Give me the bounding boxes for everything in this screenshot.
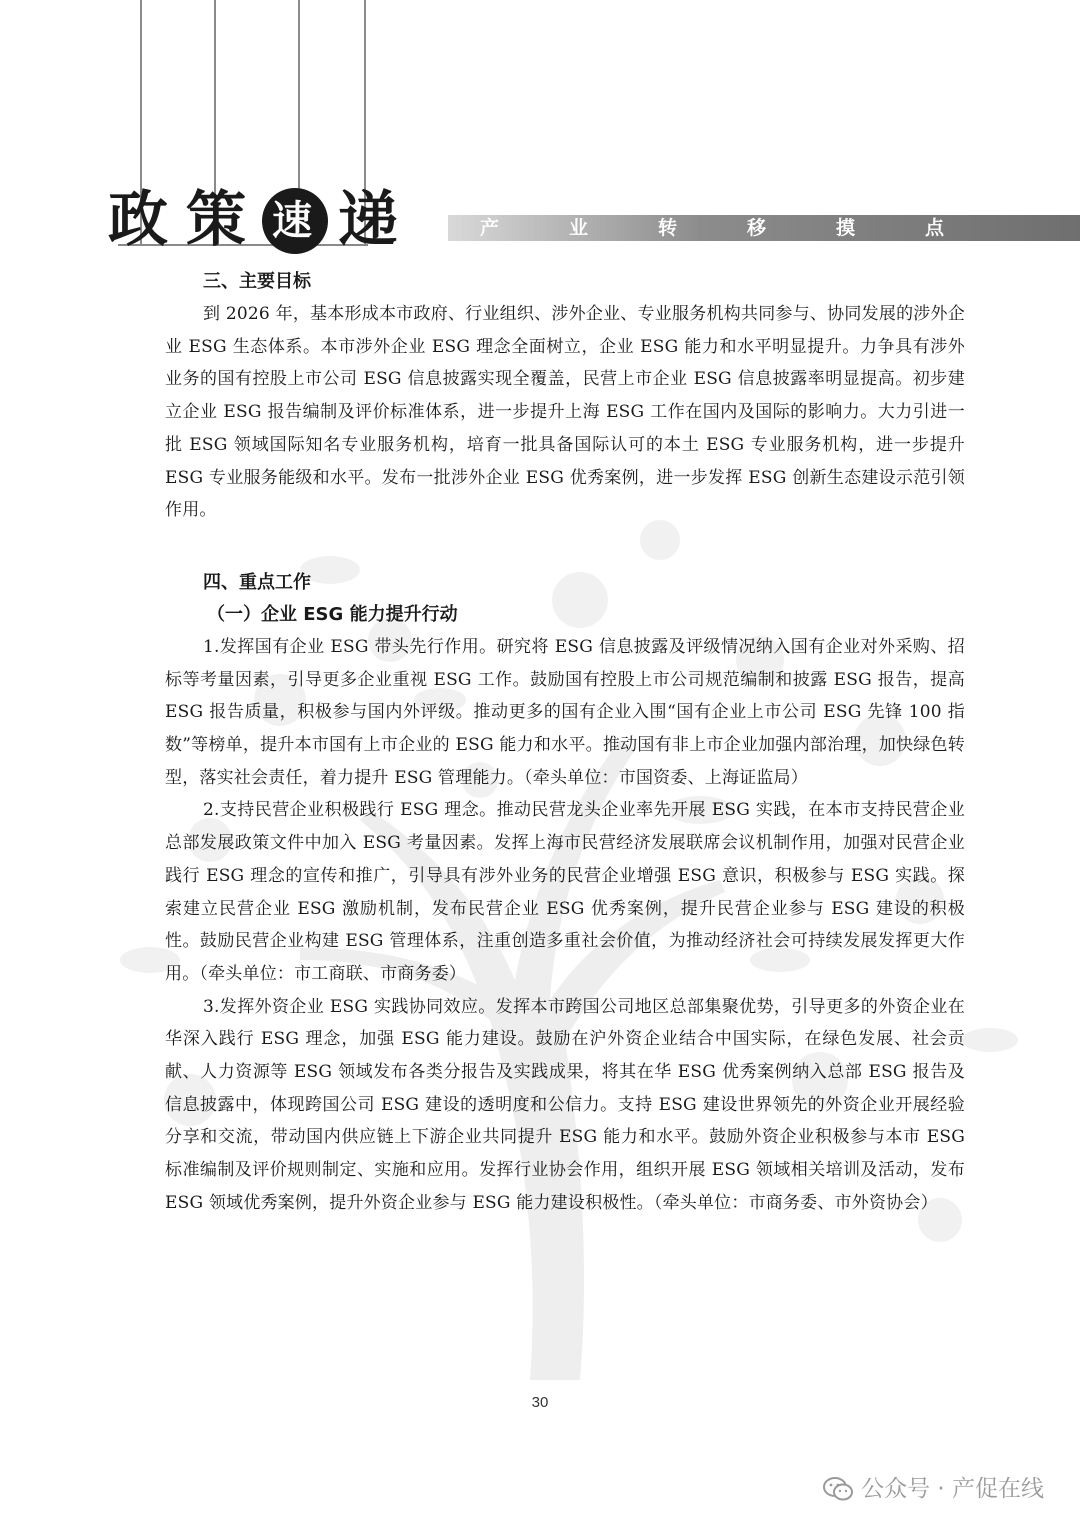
- banner-char: 转: [658, 217, 678, 239]
- paragraph: 1.发挥国有企业 ESG 带头先行作用。研究将 ESG 信息披露及评级情况纳入国有企业对外采购、招标等考量因素，引导更多企业重视 ESG 工作。鼓励国有控股上市公司规范编制和披露 ESG 报告，提高 ESG 报告质量，积极参与国内外评级。推动更多的国有企业入围“国有企业上市公司 ESG 先锋 100 指数”等榜单，提升本市国有上市企业的 ESG 能力和水平。推动国有非上市企业加强内部治理，加快绿色转型，落实社会责任，着力提升 ESG 管理能力。（牵头单位：市国资委、上海证监局）: [165, 636, 965, 788]
- title-char-circled: 速: [262, 188, 328, 254]
- paragraph: 3.发挥外资企业 ESG 实践协同效应。发挥本市跨国公司地区总部集聚优势，引导更多的外资企业在华深入践行 ESG 理念，加强 ESG 能力建设。鼓励在沪外资企业结合中国实际，在绿色发展、社会贡献、人力资源等 ESG 领域发布各类分报告及实践成果，将其在华 ESG 优秀案例纳入总部 ESG 报告及信息披露中，体现跨国公司 ESG 建设的透明度和公信力。支持 ESG 建设世界领先的外资企业开展经验分享和交流，带动国内供应链上下游企业共同提升 ESG 能力和水平。鼓励外资企业积极参与本市 ESG 标准编制及评价规则制定、实施和应用。发挥行业协会作用，组织开展 ESG 领域相关培训及活动，发布 ESG 领域优秀案例，提升外资企业参与 ESG 能力建设积极性。（牵头单位：市商务委、市外资协会）: [165, 996, 965, 1213]
- column-title: [102, 172, 410, 258]
- wechat-icon: [823, 1476, 853, 1502]
- subsection-heading: （一）企业 ESG 能力提升行动: [207, 603, 458, 625]
- wechat-label: 公众号 · 产促在线: [861, 1476, 1044, 1502]
- banner-char: 点: [925, 217, 945, 239]
- section-banner: [448, 215, 1080, 241]
- title-char: 递: [338, 185, 404, 255]
- banner-char: 摸: [836, 217, 856, 239]
- section-heading: 四、重点工作: [203, 571, 311, 593]
- document-body: [165, 266, 965, 1220]
- banner-char: 产: [480, 217, 500, 239]
- section-heading: 三、主要目标: [203, 271, 311, 292]
- page-number: 30: [531, 1394, 549, 1411]
- paragraph: 2.支持民营企业积极践行 ESG 理念。推动民营龙头企业率先开展 ESG 实践，在本市支持民营企业总部发展政策文件中加入 ESG 考量因素。发挥上海市民营经济发展联席会议机制作用，加强对民营企业践行 ESG 理念的宣传和推广，引导具有涉外业务的民营企业增强 ESG 意识，积极参与 ESG 实践。探索建立民营企业 ESG 激励机制，发布民营企业 ESG 优秀案例，提升民营企业参与 ESG 建设的积极性。鼓励民营企业构建 ESG 管理体系，注重创造多重社会价值，为推动经济社会可持续发展发挥更大作用。（牵头单位：市工商联、市商务委）: [165, 800, 965, 984]
- title-char: 策: [186, 185, 252, 255]
- title-char: 政: [108, 185, 174, 255]
- wechat-watermark: [823, 1472, 1044, 1506]
- paragraph: 到 2026 年，基本形成本市政府、行业组织、涉外企业、专业服务机构共同参与、协同发展的涉外企业 ESG 生态体系。本市涉外企业 ESG 理念全面树立，企业 ESG 能力和水平明显提升。力争具有涉外业务的国有控股上市公司 ESG 信息披露实现全覆盖，民营上市企业 ESG 信息披露率明显提高。初步建立企业 ESG 报告编制及评价标准体系，进一步提升上海 ESG 工作在国内及国际的影响力。大力引进一批 ESG 领域国际知名专业服务机构，培育一批具备国际认可的本土 ESG 专业服务机构，进一步提升 ESG 专业服务能级和水平。发布一批涉外企业 ESG 优秀案例，进一步发挥 ESG 创新生态建设示范引领作用。: [165, 304, 965, 521]
- banner-char: 业: [569, 217, 589, 239]
- banner-char: 移: [747, 217, 767, 239]
